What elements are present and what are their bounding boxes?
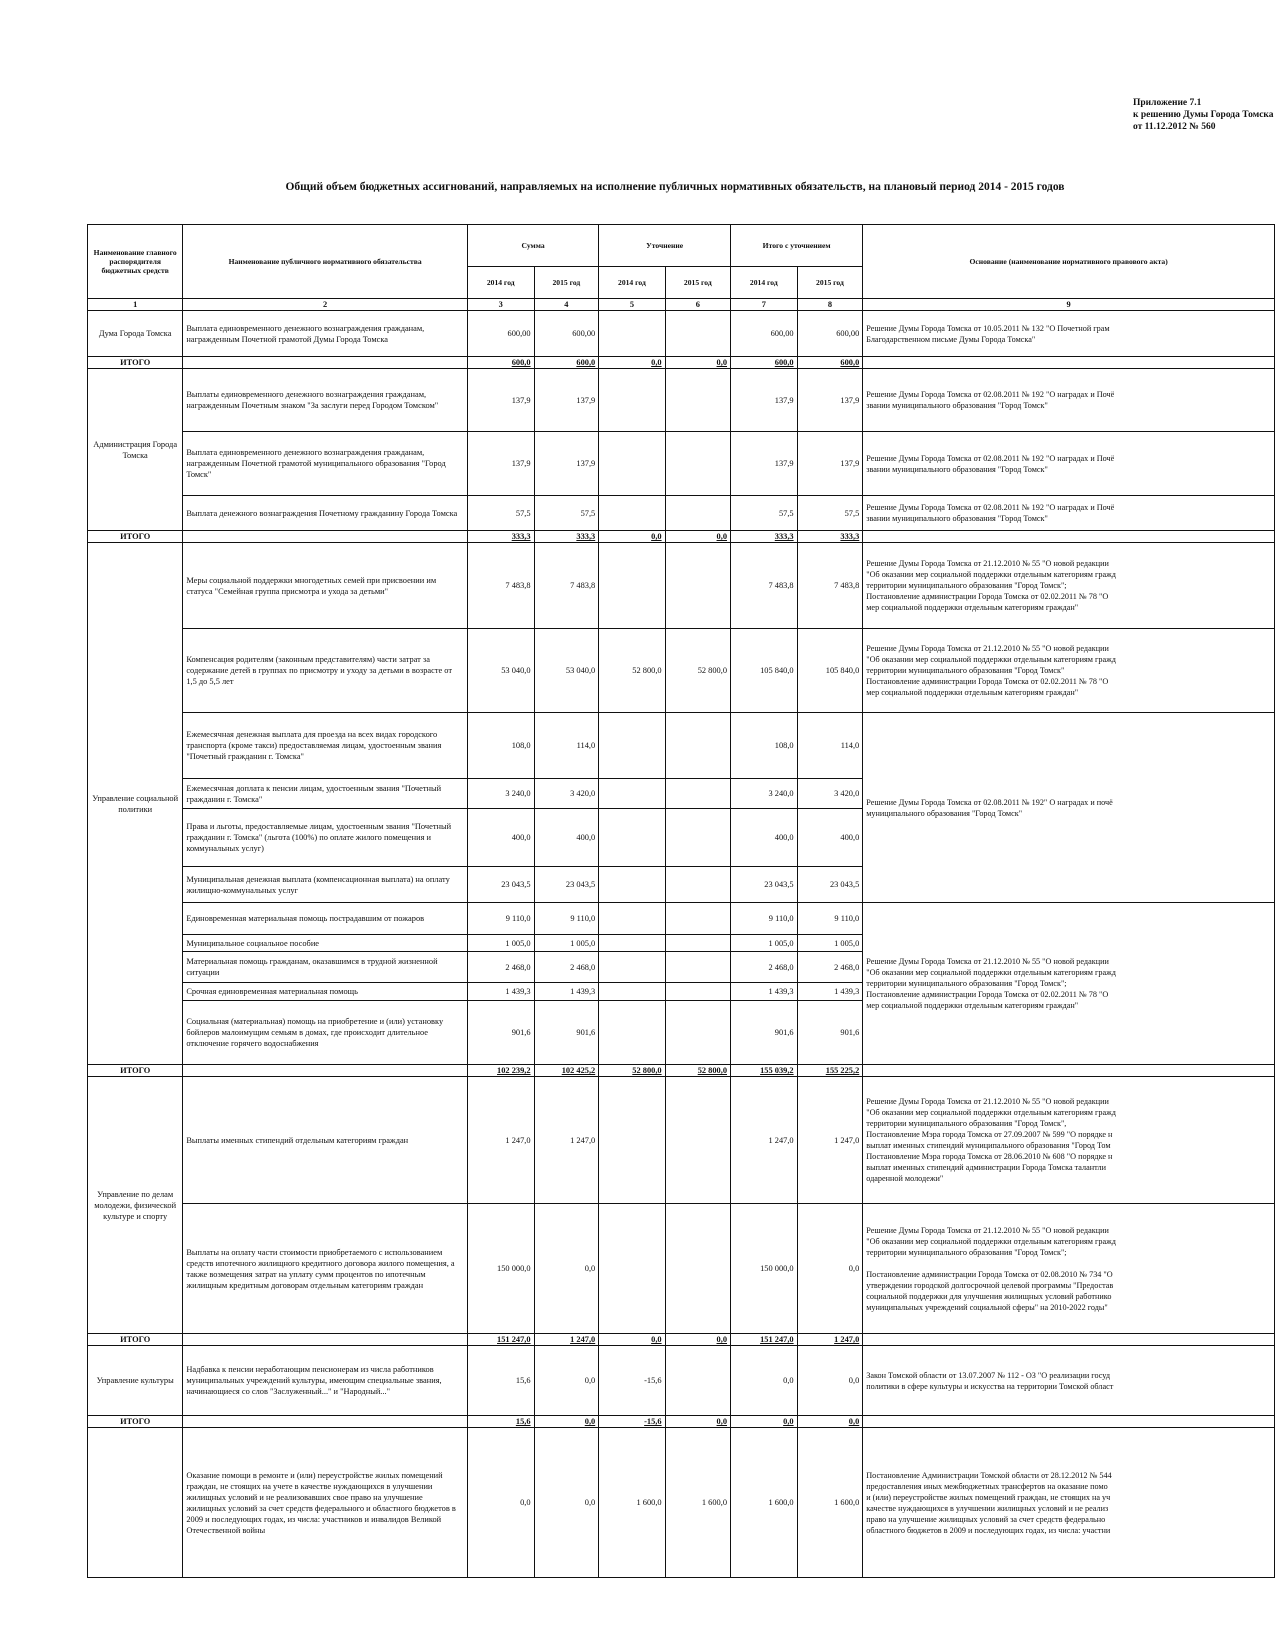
amount-cell: 1 600,0 [599,1428,665,1578]
column-number: 9 [863,299,1275,311]
amount-cell: 9 110,0 [467,903,534,935]
header-basis: Основание (наименование нормативного правового акта) [863,225,1275,299]
basis-line: Решение Думы Города Томска от 02.08.2011 № 192 "О наградах и Почё [866,390,1115,399]
amount-cell: 0,0 [467,1428,534,1578]
header-change: Уточнение [599,225,731,267]
table-row [88,543,1275,629]
empty-cell [183,357,468,369]
basis-line: качестве нуждающихся в улучшении жилищных условий и не реализ [866,1503,1109,1513]
basis-line: Постановление администрации Города Томска от 02.02.2011 № 78 "О [866,990,1109,999]
amount-cell: 150 000,0 [467,1204,534,1334]
amount-cell [665,543,730,629]
total-amount: 0,0 [534,1416,599,1428]
obligation-name: Срочная единовременная материальная помощь [183,983,468,1001]
header-year-2015: 2015 год [534,267,599,299]
amount-cell: 1 005,0 [467,935,534,952]
amount-cell: 2 468,0 [534,952,599,983]
basis-line: муниципальных учреждений социальной сферы" на 2010-2022 годы" [866,1302,1108,1312]
amount-cell: 2 468,0 [731,952,798,983]
obligation-name: Надбавка к пенсии неработающим пенсионерам из числа работников муниципальных учреждений культуры, имеющим специальные звания, начинающиеся со слов "Заслуженный..." и "Народный..." [183,1346,468,1416]
basis-line: "Об оказании мер социальной поддержки отдельным категориям гражд [866,1236,1116,1246]
amount-cell [599,713,665,779]
basis-line: "Об оказании мер социальной поддержки отдельным категориям гражд [866,570,1116,579]
obligation-name: Выплата единовременного денежного вознаграждения гражданам, награжденным Почетной грамотой Думы Города Томска [183,311,468,357]
amount-cell: 57,5 [797,496,863,531]
table-row [88,903,1275,935]
total-amount: 1 247,0 [797,1334,863,1346]
amount-cell: 57,5 [731,496,798,531]
basis-line: "Об оказании мер социальной поддержки отдельным категориям гражд [866,1108,1116,1117]
obligation-name: Компенсация родителям (законным представителям) части затрат за содержание детей в группах по присмотру и уходу за детьми в возрасте от 1,5 до 5,5 лет [183,629,468,713]
basis-cell [863,543,1275,629]
amount-cell: 1 005,0 [534,935,599,952]
basis-line: звании муниципального образования "Город Томск" [866,464,1048,474]
obligation-name: Оказание помощи в ремонте и (или) переустройстве жилых помещений граждан, не стоящих на учете в качестве нуждающихся в улучшении жилищных условий и не реализовавших свое право на улучшение жилищных условий за счет средств федерального и областного бюджетов в 2009 и последующих годах, из числа: участников и инвалидов Великой Отечественной войны [183,1428,468,1578]
amount-cell: 0,0 [797,1346,863,1416]
total-amount: 333,3 [731,531,798,543]
obligation-name: Выплаты именных стипендий отдельным категориям граждан [183,1077,468,1204]
appendix-line: к решению Думы Города Томска [1133,110,1274,120]
amount-cell: 1 439,3 [797,983,863,1001]
amount-cell: 9 110,0 [731,903,798,935]
empty-cell [863,357,1275,369]
obligation-name: Права и льготы, предоставляемые лицам, удостоенным звания "Почетный гражданин г. Томска" (льгота (100%) по оплате жилого помещения и коммунальных услуг) [183,809,468,867]
amount-cell: 1 439,3 [467,983,534,1001]
empty-cell [863,531,1275,543]
table-row [88,1077,1275,1204]
amount-cell: 137,9 [467,369,534,432]
total-amount: 102 425,2 [534,1065,599,1077]
amount-cell: 3 240,0 [467,779,534,809]
header-year-2014: 2014 год [731,267,798,299]
table-row [88,713,1275,779]
appendix-line: Приложение 7.1 [1133,98,1202,108]
basis-cell [863,713,1275,903]
amount-cell: 400,0 [534,809,599,867]
amount-cell [599,1001,665,1065]
amount-cell [599,543,665,629]
basis-line: Решение Думы Города Томска от 21.12.2010 № 55 "О новой редакции [866,1225,1109,1235]
basis-cell [863,496,1275,531]
amount-cell: 137,9 [731,369,798,432]
amount-cell [665,311,730,357]
basis-line: утверждении городской долгосрочной целевой программы "Предостав [866,1280,1114,1290]
amount-cell: 1 439,3 [731,983,798,1001]
amount-cell [665,935,730,952]
amount-cell [665,779,730,809]
obligations-table [87,224,1275,1578]
obligation-name: Выплата денежного вознаграждения Почетному гражданину Города Томска [183,496,468,531]
basis-line: "Об оказании мер социальной поддержки отдельным категориям гражд [866,968,1116,977]
recipient-cell: Управление по делам молодежи, физической культуре и спорту [88,1077,183,1334]
total-amount: 0,0 [665,1334,730,1346]
total-amount: 0,0 [599,1334,665,1346]
amount-cell: 150 000,0 [731,1204,798,1334]
table-row [88,369,1275,432]
total-label: ИТОГО [88,357,183,369]
amount-cell [599,867,665,903]
amount-cell: -15,6 [599,1346,665,1416]
amount-cell [665,1077,730,1204]
obligation-name: Муниципальная денежная выплата (компенсационная выплата) на оплату жилищно-коммунальных услуг [183,867,468,903]
header-year-2015: 2015 год [665,267,730,299]
amount-cell: 0,0 [797,1204,863,1334]
total-label: ИТОГО [88,531,183,543]
amount-cell: 400,0 [467,809,534,867]
amount-cell: 114,0 [797,713,863,779]
amount-cell [665,1346,730,1416]
basis-line: муниципального образования "Город Томск" [866,808,1023,818]
basis-line: Постановление администрации Города Томска от 02.02.2011 № 78 "О [866,677,1109,686]
amount-cell: 9 110,0 [534,903,599,935]
basis-line: территории муниципального образования "Город Томск"; [866,581,1067,590]
amount-cell: 901,6 [534,1001,599,1065]
total-amount: 151 247,0 [467,1334,534,1346]
table-row [88,1428,1275,1578]
amount-cell: 2 468,0 [797,952,863,983]
amount-cell: 1 600,0 [731,1428,798,1578]
amount-cell: 600,00 [534,311,599,357]
total-label: ИТОГО [88,1334,183,1346]
total-amount: 0,0 [797,1416,863,1428]
basis-cell [863,1077,1275,1204]
basis-line: "Об оказании мер социальной поддержки отдельным категориям гражд [866,655,1116,664]
amount-cell: 137,9 [534,369,599,432]
total-amount: 0,0 [665,531,730,543]
total-amount: 155 039,2 [731,1065,798,1077]
amount-cell [599,779,665,809]
basis-line: одаренной молодежи" [866,1174,944,1183]
total-amount: 102 239,2 [467,1065,534,1077]
amount-cell [599,935,665,952]
basis-line [866,1258,1271,1269]
basis-cell [863,1428,1275,1578]
table-row [88,629,1275,713]
basis-line: Постановление администрации Города Томска от 02.08.2010 № 734 "О [866,1269,1113,1279]
basis-line: территории муниципального образования "Город Томск"; [866,979,1067,988]
amount-cell: 137,9 [797,432,863,496]
basis-line: Решение Думы Города Томска от 10.05.2011 № 132 "О Почетной грам [866,323,1110,333]
total-amount: 333,3 [534,531,599,543]
basis-line: Решение Думы Города Томска от 21.12.2010 № 55 "О новой редакции [866,957,1109,966]
header-year-2014: 2014 год [467,267,534,299]
basis-line: Решение Думы Города Томска от 21.12.2010 № 55 "О новой редакции [866,1097,1109,1106]
document-title: Общий объем бюджетных ассигнований, направляемых на исполнение публичных нормативных обязательств, на плановый период 2014 - 2015 годов [285,181,1065,193]
total-amount: 151 247,0 [731,1334,798,1346]
column-number: 7 [731,299,798,311]
column-number: 1 [88,299,183,311]
basis-line: и (или) переустройстве жилых помещений граждан, не стоящих на уч [866,1492,1111,1502]
obligation-name: Меры социальной поддержки многодетных семей при присвоении им статуса "Семейная группа присмотра и ухода за детьми" [183,543,468,629]
total-amount: 0,0 [731,1416,798,1428]
total-row [88,1334,1275,1346]
empty-cell [183,1416,468,1428]
obligation-name: Выплаты единовременного денежного вознаграждения гражданам, награжденным Почетным знаком "За заслуги перед Городом Томском" [183,369,468,432]
total-label: ИТОГО [88,1416,183,1428]
column-number: 2 [183,299,468,311]
column-number-row [88,299,1275,311]
amount-cell [665,713,730,779]
amount-cell: 15,6 [467,1346,534,1416]
amount-cell: 23 043,5 [467,867,534,903]
amount-cell: 1 247,0 [534,1077,599,1204]
total-row [88,1416,1275,1428]
basis-cell [863,1204,1275,1334]
amount-cell: 7 483,8 [534,543,599,629]
empty-cell [183,1065,468,1077]
amount-cell [599,983,665,1001]
basis-line: территории муниципального образования "Город Томск", [866,1119,1067,1128]
amount-cell [599,952,665,983]
basis-cell [863,311,1275,357]
amount-cell: 901,6 [797,1001,863,1065]
appendix-line: от 11.12.2012 № 560 [1133,122,1216,132]
total-row [88,357,1275,369]
obligation-name: Ежемесячная доплата к пенсии лицам, удостоенным звания "Почетный гражданин г. Томска" [183,779,468,809]
total-row [88,531,1275,543]
amount-cell [665,983,730,1001]
amount-cell [599,369,665,432]
basis-line: мер социальной поддержки отдельным категориям граждан" [866,688,1079,697]
appendix-note [1133,97,1273,133]
total-amount: 600,0 [467,357,534,369]
amount-cell: 57,5 [467,496,534,531]
amount-cell [599,432,665,496]
total-label: ИТОГО [88,1065,183,1077]
obligation-name: Выплата единовременного денежного вознаграждения гражданам, награжденным Почетной грамотой муниципального образования "Город Томск" [183,432,468,496]
table-row [88,1346,1275,1416]
amount-cell: 3 420,0 [534,779,599,809]
total-amount: 52 800,0 [665,1065,730,1077]
basis-line: мер социальной поддержки отдельным категориям граждан" [866,1001,1079,1010]
amount-cell: 3 420,0 [797,779,863,809]
basis-line: Решение Думы Города Томска от 21.12.2010 № 55 "О новой редакции [866,644,1109,653]
column-number: 6 [665,299,730,311]
header-sum: Сумма [467,225,598,267]
recipient-cell [88,1428,183,1578]
amount-cell: 57,5 [534,496,599,531]
amount-cell [665,867,730,903]
amount-cell: 2 468,0 [467,952,534,983]
header-recipient: Наименование главного распорядителя бюджетных средств [88,225,183,299]
amount-cell: 1 600,0 [797,1428,863,1578]
basis-line: выплат именных стипендий администрации Города Томска талантли [866,1163,1106,1172]
amount-cell [665,809,730,867]
column-number: 4 [534,299,599,311]
amount-cell: 0,0 [731,1346,798,1416]
total-amount: 333,3 [797,531,863,543]
basis-line: Решение Думы Города Томска от 02.08.2011 № 192 "О наградах и Почё [866,453,1115,463]
basis-line: областного бюджетов в 2009 и последующих годах, из числа: участни [866,1525,1111,1535]
empty-cell [863,1065,1275,1077]
amount-cell: 1 600,0 [665,1428,730,1578]
amount-cell [599,311,665,357]
amount-cell [665,952,730,983]
amount-cell: 53 040,0 [534,629,599,713]
amount-cell: 901,6 [467,1001,534,1065]
total-amount: 15,6 [467,1416,534,1428]
basis-line: Решение Думы Города Томска от 21.12.2010 № 55 "О новой редакции [866,559,1109,568]
amount-cell: 114,0 [534,713,599,779]
total-amount: 52 800,0 [599,1065,665,1077]
total-row [88,1065,1275,1077]
header-obligation: Наименование публичного нормативного обязательства [183,225,468,299]
table-row [88,311,1275,357]
amount-cell: 23 043,5 [797,867,863,903]
amount-cell [599,809,665,867]
amount-cell: 400,0 [797,809,863,867]
amount-cell: 600,00 [731,311,798,357]
amount-cell: 23 043,5 [534,867,599,903]
amount-cell: 0,0 [534,1204,599,1334]
basis-line: территории муниципального образования "Город Томск" [866,666,1065,675]
basis-cell [863,369,1275,432]
total-amount: 600,0 [797,357,863,369]
amount-cell [665,1204,730,1334]
amount-cell [599,1077,665,1204]
basis-line: политики в сфере культуры и искусства на территории Томской област [866,1381,1114,1391]
basis-line: предоставления иных межбюджетных трансфертов на оказание помо [866,1481,1108,1491]
amount-cell: 105 840,0 [797,629,863,713]
amount-cell [599,903,665,935]
obligation-name: Единовременная материальная помощь пострадавшим от пожаров [183,903,468,935]
amount-cell: 1 247,0 [467,1077,534,1204]
basis-line: территории муниципального образования "Город Томск"; [866,1247,1067,1257]
amount-cell: 137,9 [467,432,534,496]
amount-cell: 1 439,3 [534,983,599,1001]
basis-line: Решение Думы Города Томска от 02.08.2011 № 192 "О наградах и Почё [866,503,1115,512]
amount-cell: 7 483,8 [731,543,798,629]
recipient-cell: Администрация Города Томска [88,369,183,531]
obligation-name: Материальная помощь гражданам, оказавшимся в трудной жизненной ситуации [183,952,468,983]
amount-cell: 600,00 [467,311,534,357]
total-amount: 155 225,2 [797,1065,863,1077]
obligation-name: Ежемесячная денежная выплата для проезда на всех видах городского транспорта (кроме такси) предоставляемая лицам, удостоенным звания "Почетный гражданин г. Томска" [183,713,468,779]
amount-cell: 3 240,0 [731,779,798,809]
basis-line: право на улучшение жилищных условий за счет средств федерально [866,1514,1106,1524]
empty-cell [863,1416,1275,1428]
total-amount: 0,0 [599,357,665,369]
basis-line: Постановление Мэра города Томска от 27.09.2007 № 599 "О порядке н [866,1130,1113,1139]
amount-cell: 1 005,0 [731,935,798,952]
amount-cell: 7 483,8 [467,543,534,629]
amount-cell: 0,0 [534,1346,599,1416]
amount-cell: 137,9 [797,369,863,432]
basis-cell [863,629,1275,713]
total-amount: 1 247,0 [534,1334,599,1346]
total-amount: 600,0 [534,357,599,369]
amount-cell [599,1204,665,1334]
column-number: 8 [797,299,863,311]
amount-cell: 108,0 [467,713,534,779]
header-year-2015: 2015 год [797,267,863,299]
obligation-name: Социальная (материальная) помощь на приобретение и (или) установку бойлеров малоимущим семьям в домах, где происходит длительное отключение горячего водоснабжения [183,1001,468,1065]
amount-cell: 9 110,0 [797,903,863,935]
amount-cell: 1 247,0 [731,1077,798,1204]
obligation-name: Выплаты на оплату части стоимости приобретаемого с использованием средств ипотечного жилищного кредитного договора жилого помещения, а также возмещения затрат на уплату сумм процентов по ипотечным жилищным кредитным договорам отдельным категориям граждан [183,1204,468,1334]
table-row [88,432,1275,496]
amount-cell: 23 043,5 [731,867,798,903]
amount-cell: 1 005,0 [797,935,863,952]
amount-cell: 53 040,0 [467,629,534,713]
basis-line: Постановление Мэра города Томска от 28.06.2010 № 608 "О порядке н [866,1152,1113,1161]
amount-cell: 52 800,0 [665,629,730,713]
amount-cell [665,1001,730,1065]
basis-line: Постановление администрации Города Томска от 02.02.2011 № 78 "О [866,592,1109,601]
amount-cell [665,432,730,496]
total-amount: 333,3 [467,531,534,543]
basis-line: Благодарственном письме Думы Города Томска" [866,334,1036,344]
amount-cell: 137,9 [731,432,798,496]
recipient-cell: Управление культуры [88,1346,183,1416]
amount-cell: 400,0 [731,809,798,867]
basis-line: социальной поддержки для улучшения жилищных условий работнико [866,1291,1112,1301]
amount-cell: 137,9 [534,432,599,496]
basis-line: мер социальной поддержки отдельным категориям граждан" [866,603,1079,612]
header-year-2014: 2014 год [599,267,665,299]
amount-cell: 0,0 [534,1428,599,1578]
column-number: 5 [599,299,665,311]
basis-line: Решение Думы Города Томска от 02.08.2011 № 192" О наградах и почё [866,797,1113,807]
amount-cell: 105 840,0 [731,629,798,713]
basis-line: выплат именных стипендий муниципального образования "Город Том [866,1141,1111,1150]
table-row [88,496,1275,531]
basis-cell [863,903,1275,1065]
amount-cell: 600,00 [797,311,863,357]
amount-cell: 1 247,0 [797,1077,863,1204]
amount-cell [665,903,730,935]
basis-line: Постановление Администрации Томской области от 28.12.2012 № 544 [866,1470,1112,1480]
amount-cell: 52 800,0 [599,629,665,713]
amount-cell: 901,6 [731,1001,798,1065]
header-total-with-change: Итого с уточнением [731,225,863,267]
total-amount: -15,6 [599,1416,665,1428]
recipient-cell: Дума Города Томска [88,311,183,357]
amount-cell [599,496,665,531]
basis-cell [863,1346,1275,1416]
amount-cell [665,369,730,432]
amount-cell: 108,0 [731,713,798,779]
recipient-cell: Управление социальной политики [88,543,183,1065]
empty-cell [863,1334,1275,1346]
obligation-name: Муниципальное социальное пособие [183,935,468,952]
total-amount: 0,0 [665,357,730,369]
basis-line: звании муниципального образования "Город Томск" [866,401,1048,410]
basis-line: звании муниципального образования "Город Томск" [866,514,1048,523]
amount-cell: 7 483,8 [797,543,863,629]
total-amount: 0,0 [599,531,665,543]
amount-cell [665,496,730,531]
empty-cell [183,531,468,543]
total-amount: 0,0 [665,1416,730,1428]
column-number: 3 [467,299,534,311]
empty-cell [183,1334,468,1346]
table-row [88,1204,1275,1334]
total-amount: 600,0 [731,357,798,369]
basis-line: Закон Томской области от 13.07.2007 № 112 - ОЗ "О реализации госуд [866,1370,1111,1380]
basis-cell [863,432,1275,496]
